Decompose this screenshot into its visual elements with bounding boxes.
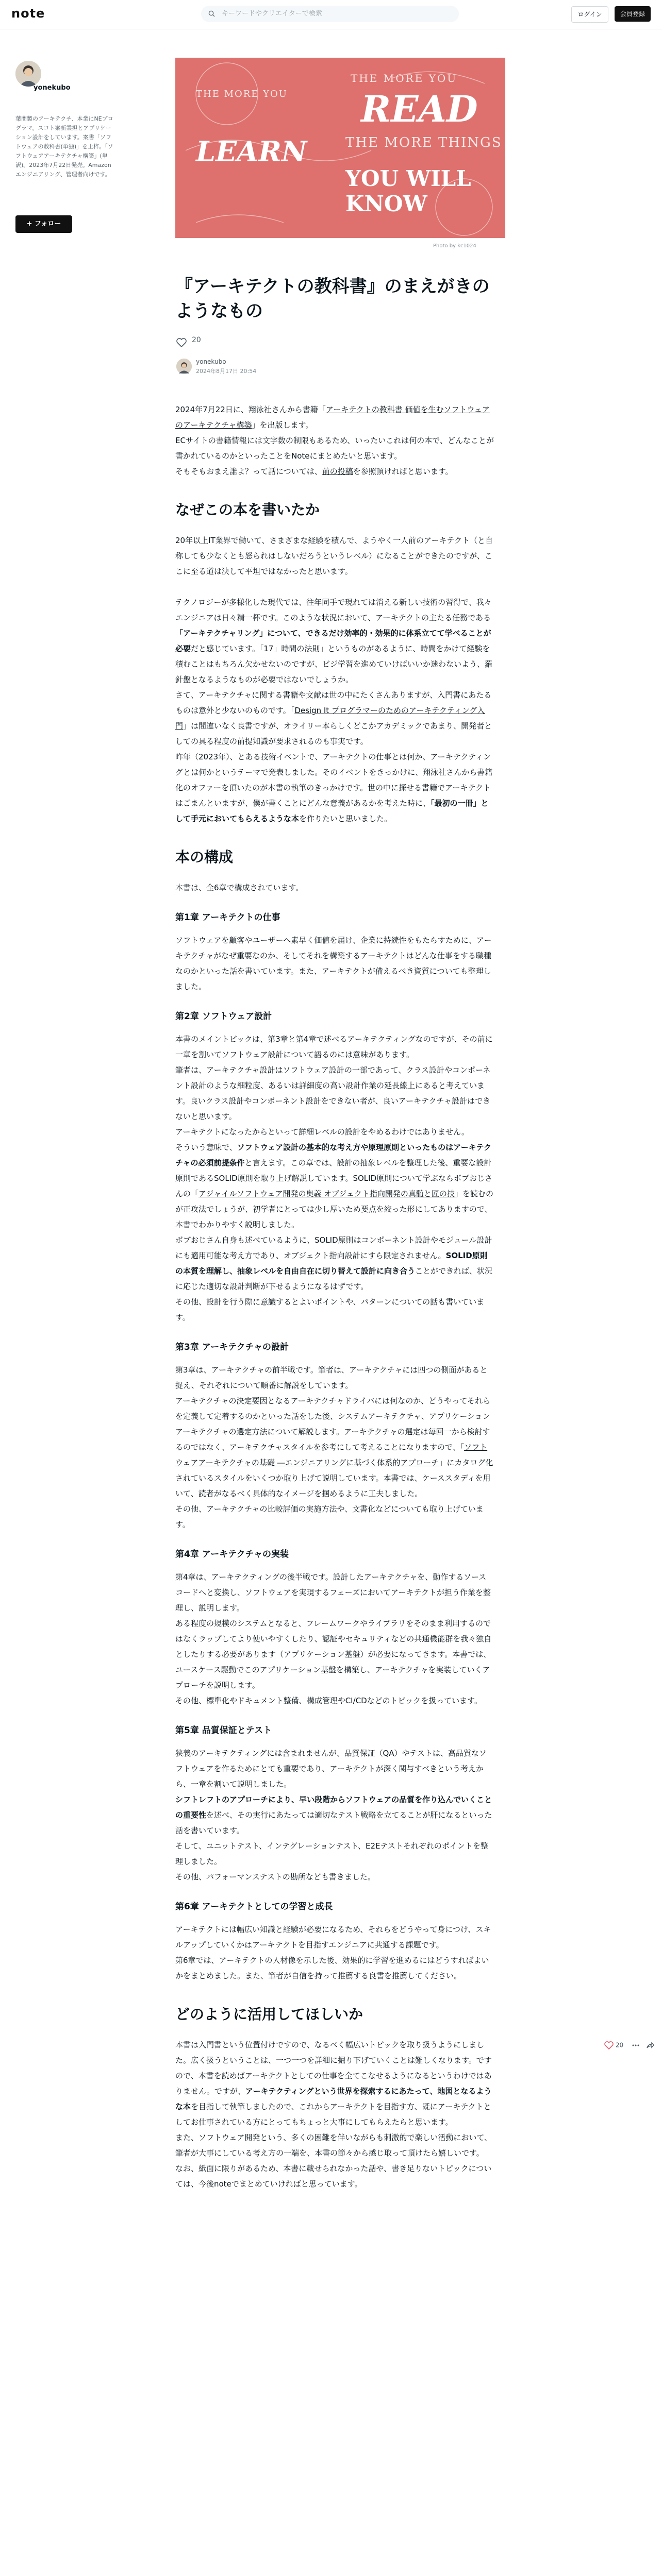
- more-icon[interactable]: [632, 2041, 640, 2049]
- sidebar-profile: 葉蘭製のアーキテクチ、本業にNEプログラマ。スコト案新業担とアプリケーション設計をしています。案書「ソフトウェアの教科書(単独)」を上梓。「ソフトウェアアーキテクチャ構築」(単訳)。2023年7月22日発売。Amazon エンジニアリング、管理者向けです。: [15, 115, 113, 178]
- floating-actions: [604, 2041, 654, 2049]
- author-name[interactable]: yonekubo: [196, 358, 226, 365]
- paragraph: テクノロジーが多様化した現代では、往年同手で現れては消える新しい技術の習得で、我々エンジニアは日々精一杯です。このような状況において、アーキテクトの主たる任務である「アーキテクチャリング」について、できるだけ効率的・効果的に体系立てて学べることが必要だと感じています。「17」時間の法則」というものがあるように、時間をかけて経験を積むことはもちろん欠かせないのですが、ビジ学習を進めていけばいいか迷わないよう、羅針盤となるようなものが必要ではないでしょうか。 さて、アーキテクチャに関する書籍や文献は世の中にたくさんありますが、入門書にあたるものは意外と少ないのものです。「Design It プログラマーのためのアーキテクティング入門」は間違いなく良書ですが、オライリー本らしくどこかアカデミックであまり、開発者としての具る程度の前提知識が要求されるのも事実です。 昨年（2023年）、とある技術イベントで、アーキテクトの仕事とは何か、アーキテクティングとは何かというテーマで発表しました。そのイベントをきっかけに、翔泳社さんから書籍化のオファーを頂いたのが本書の執筆のきっかけです。世の中に探せる書籍でアーキテクトはごまんといますが、僕が書くことにどんな意義があるかを考えた時に、「最初の一冊」として手元においてもらえるような本を作りたいと思いました。: [175, 598, 493, 823]
- chapter-heading: 第3章 アーキテクチャの設計: [175, 1342, 289, 1352]
- paragraph: 2024年7月22日に、翔泳社さんから書籍「アーキテクトの教科書 価値を生むソフトウェアのアーキテクチャ構築」を出版します。 ECサイトの書籍情報には文字数の制限もあるため、いったいこれは何の本で、どんなことが書かれているのかといったことをNoteにまとめたいと思います。 そもそもおまえ誰よ？って話については、前の投稿を参照頂ければと思います。: [175, 405, 494, 476]
- hero-text-4: YOU WILL KNOW: [345, 166, 471, 216]
- hero-text-6: THE MORE YOU: [196, 89, 288, 99]
- section-heading: なぜこの本を書いたか: [175, 501, 320, 518]
- paragraph: ソフトウェアを顧客やユーザーへ素早く価値を届け、企業に持続性をもたらすために、アーキテクチャがなぜ重要なのか、そしてそれを構築するアーキテクトはどんな仕事をする職種なのかといった話を書いています。また、アーキテクトが備えるべき資質についても整理しました。: [175, 936, 492, 991]
- avatar[interactable]: [15, 61, 41, 87]
- author-sidebar: [15, 61, 113, 87]
- signup-button[interactable]: 会員登録: [615, 6, 651, 22]
- follow-button[interactable]: [15, 215, 72, 233]
- agile-book-link[interactable]: アジャイルソフトウェア開発の奥義 オブジェクト指向開発の真髄と匠の技: [198, 1189, 455, 1198]
- paragraph: 第3章は、アーキテクチャの前半戦です。筆者は、アーキテクチャには四つの側面があると捉え、それぞれについて順番に解説をしています。 アーキテクチャの決定要因となるアーキテクチャドライバには何なのか、どうやってそれらを定義して定着するのかといった話をした後、システムアーキテクチャ、アプリケーションアーキテクチャの選定方法について解説します。アーキテクチャの選定は毎回一から検討するのではなく、アーキテクチャスタイルを参考にして考えることになりますので、「ソフトウェアアーキテクチャの基礎 ―エンジニアリングに基づく体系的アプローチ」にカタログ化されているスタイルをいくつか取り上げて説明しています。本書では、ケーススタディを用いて、読者がなるべく具体的なイメージを掴めるように工夫しました。 その他、アーキテクチャの比較評価の実施方法や、文書化などについても取り上げています。: [175, 1365, 493, 1529]
- sidebar-author-name[interactable]: yonekubo: [34, 84, 71, 92]
- section-heading: どのように活用してほしいか: [175, 2006, 363, 2023]
- publish-date: 2024年8月17日 20:54: [196, 368, 257, 375]
- like-count[interactable]: 20: [192, 336, 201, 344]
- heart-icon[interactable]: [604, 2041, 614, 2049]
- search-icon: [208, 10, 215, 17]
- section-heading: 本の構成: [175, 849, 234, 866]
- hero-text-3: THE MORE THINGS: [345, 135, 502, 150]
- heart-icon[interactable]: [176, 338, 187, 347]
- avatar-icon: [176, 359, 192, 374]
- follow-icon: +: [26, 220, 35, 228]
- photo-credit[interactable]: Photo by kc1024: [433, 243, 476, 249]
- share-icon[interactable]: [646, 2041, 654, 2049]
- chapter-heading: 第1章 アーキテクトの仕事: [175, 912, 280, 923]
- previous-post-link[interactable]: 前の投稿: [322, 467, 353, 476]
- paragraph: 第4章は、アーキテクティングの後半戦です。設計したアーキテクチャを、動作するソースコードへと変換し、ソフトウェアを実現するフェーズにおいてアーキテクトが担う作業を整理し、説明します。 ある程度の規模のシステムとなると、フレームワークやライブラリをそのまま利用するのではなくラップしてより使いやすくしたり、認証やセキュリティなどの共通機能群を我々独自としたりする必要があります（アプリケーション基盤）が必要になってきます。本書では、ユースケース駆動でこのアプリケーション基盤を構築し、アーキテクチャを実装していくアプローチを説明します。 その他、標準化やドキュメント整備、構成管理やCI/CDなどのトピックを扱っています。: [175, 1572, 492, 1705]
- hero-text-5: LEARN: [196, 135, 307, 168]
- chapter-heading: 第6章 アーキテクトとしての学習と成長: [175, 1902, 333, 1912]
- hero-text-2: READ: [361, 88, 478, 130]
- paragraph: 狭義のアーキテクティングには含まれませんが、品質保証（QA）やテストは、高品質なソフトウェアを作るためにとても重要であり、アーキテクトが深く関与すべきという考えから、一章を割いて説明しました。 シフトレフトのアプローチにより、早い段階からソフトウェアの品質を作り込んでいくことの重要性を述べ、その実行にあたっては適切なテスト戦略を立てることが肝になるといった話を書いています。 そして、ユニットテスト、インテグレーションテスト、E2Eテストそれぞれのポイントを整理しました。 その他、パフォーマンステストの勘所なども書きました。: [175, 1749, 492, 1882]
- paragraph: 本書は入門書という位置付けですので、なるべく幅広いトピックを取り扱うようにしました。広く扱うということは、一つ一つを詳細に掘り下げていくことは難しくなります。ですので、本書を読めばアーキテクトとしての仕事を全てこなせるようになるというわけではありません。ですが、アーキテクティングという世界を探索するにあたって、地図となるような本を目指して執筆しましたので、これからアーキテクトを目指す方、既にアーキテクトとしてお仕事されている方にとってもちょっと大事にしてもらえたらと思います。 また、ソフトウェア開発という、多くの困難を伴いながらも刺激的で楽しい活動において、筆者が大事にしている考え方の一端を、本書の節々から感じ取って頂けたら嬉しいです。 なお、紙面に限りがあるため、本書に載せられなかった話や、書き足りないトピックについては、今後noteでまとめていければと思っています。: [175, 2040, 492, 2189]
- paragraph: 本書のメイントピックは、第3章と第4章で述べるアーキテクティングなのですが、その前に一章を割いてソフトウェア設計について語るのには意味があります。 筆者は、アーキテクチャ設計はソフトウェア設計の一部であって、クラス設計やコンポーネント設計のような細粒度、あるいは詳細度の高い設計作業の延長線上にあると考えています。良いクラス設計やコンポーネント設計をできない者が、良いアーキテクチャ設計はできないと思います。 アーキテクトになったからといって詳細レベルの設計をやめるわけではありません。 そういう意味で、ソフトウェア設計の基本的な考え方や原理原則といったものはアーキテクチャの必須前提条件と言えます。この章では、設計の抽象レベルを整理した後、重要な設計原則であるSOLID原則を取り上げ解説しています。SOLID原則について学ぶならボブおじさんの「アジャイルソフトウェア開発の奥義 オブジェクト指向開発の真髄と匠の技」を読むのが正攻法でしょうが、初学者にとっては少し厚いため要点を絞った形にしてありますので、本書でわかりやすく説明しました。 ボブおじさん自身も述べているように、SOLID原則はコンポーネント設計やモジュール設計にも適用可能な考え方であり、オブジェクト指向設計にすら限定されません。SOLID原則の本質を理解し、抽象レベルを自由自在に切り替えて設計に向き合うことができれば、状況に応じた適切な設計判断が下せるようになるはずです。 その他、設計を行う際に意識するとよいポイントや、パターンについての話も書いています。: [175, 1035, 493, 1322]
- avatar-icon: [15, 61, 41, 87]
- chapter-heading: 第5章 品質保証とテスト: [175, 1725, 272, 1736]
- search-input[interactable]: [201, 6, 459, 22]
- floating-like-count: 20: [615, 2041, 624, 2049]
- design-it-link[interactable]: Design It プログラマーのためのアーキテクティング入門: [175, 706, 485, 731]
- paragraph: 本書は、全6章で構成されています。: [175, 883, 304, 892]
- article-body: [175, 402, 494, 2207]
- chapter-heading: 第2章 ソフトウェア設計: [175, 1011, 272, 1022]
- hero-text-1: THE MORE YOU: [351, 72, 458, 84]
- arch-basics-link[interactable]: ソフトウェアアーキテクチャの基礎 ―エンジニアリングに基づく体系的アプローチ: [175, 1443, 488, 1467]
- chapter-heading: 第4章 アーキテクチャの実装: [175, 1549, 289, 1560]
- author-avatar[interactable]: [176, 359, 192, 374]
- book-link[interactable]: アーキテクトの教科書 価値を生むソフトウェアのアーキテクチャ構築: [175, 405, 490, 430]
- paragraph: アーキテクトには幅広い知識と経験が必要になるため、それらをどうやって身につけ、スキルアップしていくかはアーキテクトを目指すエンジニアに共通する課題です。 第6章では、アーキテクトの人材像を示した後、効果的に学習を進めるにはどうすればよいかをまとめました。また、筆者が自信を持って推薦する良書を推薦してください。: [175, 1925, 491, 1980]
- hero-image: [175, 58, 505, 238]
- follow-label: フォロー: [35, 220, 61, 228]
- login-button[interactable]: ログイン: [571, 6, 608, 23]
- article-title: 『アーキテクトの教科書』のまえがきのようなもの: [175, 276, 490, 321]
- note-logo[interactable]: note: [11, 6, 45, 21]
- search-placeholder: キーワードやクリエイターで検索: [222, 10, 322, 18]
- site-header: [0, 0, 662, 29]
- paragraph: 20年以上IT業界で働いて、さまざまな経験を積んで、ようやく一人前のアーキテクト（と自称しても少なくとも怒られはしないだろうというレベル）になることができたのですが、ここに至る道は決して平坦ではなかったと思います。: [175, 536, 493, 576]
